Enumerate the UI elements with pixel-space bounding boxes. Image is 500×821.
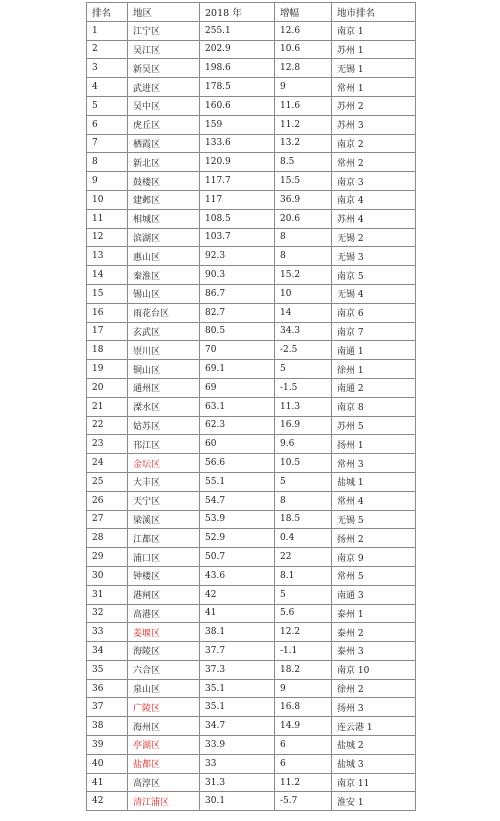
cell-value-2018: 69.1 xyxy=(200,360,275,379)
cell-rank: 35 xyxy=(87,660,128,679)
cell-value-2018: 34.7 xyxy=(200,717,275,736)
cell-growth: 22 xyxy=(275,548,332,567)
cell-rank: 17 xyxy=(87,322,128,341)
cell-growth: 8 xyxy=(275,228,332,247)
cell-growth: 9 xyxy=(275,679,332,698)
cell-city-rank: 泰州 3 xyxy=(332,642,416,661)
cell-growth: 10.5 xyxy=(275,454,332,473)
cell-growth: 8 xyxy=(275,491,332,510)
cell-value-2018: 53.9 xyxy=(200,510,275,529)
cell-district: 金坛区 xyxy=(128,454,200,473)
cell-rank: 18 xyxy=(87,341,128,360)
cell-district: 港闸区 xyxy=(128,585,200,604)
cell-rank: 10 xyxy=(87,190,128,209)
cell-value-2018: 37.7 xyxy=(200,642,275,661)
table-row xyxy=(87,40,416,59)
cell-city-rank: 徐州 1 xyxy=(332,360,416,379)
cell-rank: 23 xyxy=(87,435,128,454)
cell-district: 滨湖区 xyxy=(128,228,200,247)
table-row xyxy=(87,435,416,454)
cell-city-rank: 泰州 1 xyxy=(332,604,416,623)
cell-growth: -1.5 xyxy=(275,378,332,397)
cell-district: 铜山区 xyxy=(128,360,200,379)
table-row xyxy=(87,585,416,604)
cell-growth: 11.2 xyxy=(275,773,332,792)
cell-city-rank: 无锡 4 xyxy=(332,284,416,303)
cell-growth: 14.9 xyxy=(275,717,332,736)
cell-growth: 13.2 xyxy=(275,134,332,153)
cell-city-rank: 常州 4 xyxy=(332,491,416,510)
cell-value-2018: 120.9 xyxy=(200,153,275,172)
cell-district: 新北区 xyxy=(128,153,200,172)
cell-district: 姑苏区 xyxy=(128,416,200,435)
cell-growth: 10 xyxy=(275,284,332,303)
cell-value-2018: 117.7 xyxy=(200,172,275,191)
cell-value-2018: 43.6 xyxy=(200,566,275,585)
cell-growth: 15.2 xyxy=(275,266,332,285)
cell-growth: 0.4 xyxy=(275,529,332,548)
cell-growth: 18.2 xyxy=(275,660,332,679)
cell-rank: 16 xyxy=(87,303,128,322)
cell-growth: -1.1 xyxy=(275,642,332,661)
table-row xyxy=(87,59,416,78)
cell-district: 建邺区 xyxy=(128,190,200,209)
cell-growth: 12.8 xyxy=(275,59,332,78)
cell-value-2018: 103.7 xyxy=(200,228,275,247)
cell-city-rank: 盐城 1 xyxy=(332,472,416,491)
cell-city-rank: 无锡 5 xyxy=(332,510,416,529)
cell-district: 海州区 xyxy=(128,717,200,736)
cell-value-2018: 50.7 xyxy=(200,548,275,567)
cell-growth: 11.3 xyxy=(275,397,332,416)
cell-district: 梁溪区 xyxy=(128,510,200,529)
cell-value-2018: 69 xyxy=(200,378,275,397)
table-row xyxy=(87,284,416,303)
cell-value-2018: 86.7 xyxy=(200,284,275,303)
cell-rank: 29 xyxy=(87,548,128,567)
cell-growth: 20.6 xyxy=(275,209,332,228)
table-row xyxy=(87,378,416,397)
table-header-row xyxy=(87,3,416,22)
cell-rank: 30 xyxy=(87,566,128,585)
table-row xyxy=(87,679,416,698)
table-row xyxy=(87,266,416,285)
cell-growth: 16.9 xyxy=(275,416,332,435)
cell-rank: 39 xyxy=(87,736,128,755)
table-row xyxy=(87,303,416,322)
cell-growth: 34.3 xyxy=(275,322,332,341)
cell-value-2018: 160.6 xyxy=(200,96,275,115)
cell-value-2018: 80.5 xyxy=(200,322,275,341)
table-row xyxy=(87,322,416,341)
cell-rank: 41 xyxy=(87,773,128,792)
table-row xyxy=(87,416,416,435)
cell-growth: 5 xyxy=(275,472,332,491)
cell-rank: 36 xyxy=(87,679,128,698)
cell-rank: 1 xyxy=(87,21,128,40)
cell-city-rank: 南京 6 xyxy=(332,303,416,322)
ranking-table xyxy=(86,2,416,811)
cell-city-rank: 苏州 4 xyxy=(332,209,416,228)
table-row xyxy=(87,360,416,379)
cell-rank: 7 xyxy=(87,134,128,153)
cell-city-rank: 常州 5 xyxy=(332,566,416,585)
cell-city-rank: 盐城 2 xyxy=(332,736,416,755)
header-district: 地区 xyxy=(128,3,200,22)
cell-value-2018: 60 xyxy=(200,435,275,454)
table-row xyxy=(87,96,416,115)
cell-district: 海陵区 xyxy=(128,642,200,661)
cell-growth: -2.5 xyxy=(275,341,332,360)
cell-district: 浦口区 xyxy=(128,548,200,567)
cell-city-rank: 苏州 2 xyxy=(332,96,416,115)
cell-city-rank: 南京 2 xyxy=(332,134,416,153)
table-row xyxy=(87,21,416,40)
cell-district: 新吴区 xyxy=(128,59,200,78)
cell-rank: 11 xyxy=(87,209,128,228)
header-growth: 增幅 xyxy=(275,3,332,22)
cell-rank: 34 xyxy=(87,642,128,661)
cell-city-rank: 无锡 2 xyxy=(332,228,416,247)
cell-value-2018: 33 xyxy=(200,754,275,773)
cell-city-rank: 南京 9 xyxy=(332,548,416,567)
cell-value-2018: 55.1 xyxy=(200,472,275,491)
cell-rank: 31 xyxy=(87,585,128,604)
cell-value-2018: 31.3 xyxy=(200,773,275,792)
cell-city-rank: 南京 8 xyxy=(332,397,416,416)
cell-city-rank: 连云港 1 xyxy=(332,717,416,736)
table-row xyxy=(87,78,416,97)
cell-growth: 5 xyxy=(275,360,332,379)
table-row xyxy=(87,491,416,510)
table-row xyxy=(87,754,416,773)
cell-value-2018: 41 xyxy=(200,604,275,623)
table-row xyxy=(87,623,416,642)
cell-rank: 3 xyxy=(87,59,128,78)
cell-rank: 2 xyxy=(87,40,128,59)
cell-rank: 42 xyxy=(87,792,128,811)
cell-city-rank: 南京 5 xyxy=(332,266,416,285)
cell-district: 天宁区 xyxy=(128,491,200,510)
cell-district: 鼓楼区 xyxy=(128,172,200,191)
cell-value-2018: 108.5 xyxy=(200,209,275,228)
cell-district: 清江浦区 xyxy=(128,792,200,811)
cell-value-2018: 198.6 xyxy=(200,59,275,78)
cell-city-rank: 无锡 1 xyxy=(332,59,416,78)
cell-city-rank: 苏州 5 xyxy=(332,416,416,435)
cell-city-rank: 南通 3 xyxy=(332,585,416,604)
cell-value-2018: 117 xyxy=(200,190,275,209)
cell-value-2018: 133.6 xyxy=(200,134,275,153)
table-row xyxy=(87,190,416,209)
cell-district: 秦淮区 xyxy=(128,266,200,285)
cell-growth: 14 xyxy=(275,303,332,322)
cell-rank: 26 xyxy=(87,491,128,510)
cell-growth: 16.8 xyxy=(275,698,332,717)
cell-district: 武进区 xyxy=(128,78,200,97)
header-rank: 排名 xyxy=(87,3,128,22)
cell-city-rank: 徐州 2 xyxy=(332,679,416,698)
cell-rank: 37 xyxy=(87,698,128,717)
cell-value-2018: 159 xyxy=(200,115,275,134)
cell-district: 相城区 xyxy=(128,209,200,228)
cell-growth: 9.6 xyxy=(275,435,332,454)
table-row xyxy=(87,172,416,191)
cell-district: 雨花台区 xyxy=(128,303,200,322)
cell-value-2018: 37.3 xyxy=(200,660,275,679)
cell-district: 江都区 xyxy=(128,529,200,548)
table-row xyxy=(87,454,416,473)
cell-growth: 12.2 xyxy=(275,623,332,642)
table-row xyxy=(87,134,416,153)
cell-rank: 28 xyxy=(87,529,128,548)
cell-value-2018: 70 xyxy=(200,341,275,360)
cell-district: 惠山区 xyxy=(128,247,200,266)
table-row xyxy=(87,341,416,360)
cell-value-2018: 178.5 xyxy=(200,78,275,97)
cell-growth: 6 xyxy=(275,736,332,755)
cell-value-2018: 202.9 xyxy=(200,40,275,59)
cell-rank: 27 xyxy=(87,510,128,529)
cell-growth: 5.6 xyxy=(275,604,332,623)
cell-value-2018: 82.7 xyxy=(200,303,275,322)
cell-city-rank: 苏州 3 xyxy=(332,115,416,134)
cell-district: 盐都区 xyxy=(128,754,200,773)
table-row xyxy=(87,397,416,416)
cell-rank: 6 xyxy=(87,115,128,134)
cell-rank: 25 xyxy=(87,472,128,491)
cell-city-rank: 无锡 3 xyxy=(332,247,416,266)
cell-district: 崇川区 xyxy=(128,341,200,360)
cell-growth: 12.6 xyxy=(275,21,332,40)
cell-rank: 4 xyxy=(87,78,128,97)
cell-rank: 32 xyxy=(87,604,128,623)
table-body xyxy=(87,21,416,810)
cell-value-2018: 255.1 xyxy=(200,21,275,40)
cell-rank: 8 xyxy=(87,153,128,172)
cell-rank: 33 xyxy=(87,623,128,642)
cell-city-rank: 扬州 2 xyxy=(332,529,416,548)
cell-rank: 40 xyxy=(87,754,128,773)
table-row xyxy=(87,792,416,811)
cell-rank: 38 xyxy=(87,717,128,736)
cell-rank: 21 xyxy=(87,397,128,416)
cell-value-2018: 90.3 xyxy=(200,266,275,285)
cell-district: 高港区 xyxy=(128,604,200,623)
cell-city-rank: 盐城 3 xyxy=(332,754,416,773)
cell-rank: 20 xyxy=(87,378,128,397)
cell-rank: 9 xyxy=(87,172,128,191)
table-row xyxy=(87,660,416,679)
cell-value-2018: 63.1 xyxy=(200,397,275,416)
table-row xyxy=(87,115,416,134)
cell-district: 吴江区 xyxy=(128,40,200,59)
cell-city-rank: 扬州 1 xyxy=(332,435,416,454)
cell-city-rank: 苏州 1 xyxy=(332,40,416,59)
cell-city-rank: 泰州 2 xyxy=(332,623,416,642)
table-row xyxy=(87,548,416,567)
cell-rank: 12 xyxy=(87,228,128,247)
cell-district: 姜堰区 xyxy=(128,623,200,642)
cell-district: 亭湖区 xyxy=(128,736,200,755)
cell-district: 溧水区 xyxy=(128,397,200,416)
cell-district: 邗江区 xyxy=(128,435,200,454)
cell-rank: 14 xyxy=(87,266,128,285)
table-row xyxy=(87,736,416,755)
cell-district: 六合区 xyxy=(128,660,200,679)
cell-rank: 5 xyxy=(87,96,128,115)
cell-growth: 9 xyxy=(275,78,332,97)
cell-value-2018: 92.3 xyxy=(200,247,275,266)
table-row xyxy=(87,247,416,266)
cell-city-rank: 常州 1 xyxy=(332,78,416,97)
table-row xyxy=(87,604,416,623)
cell-city-rank: 南京 3 xyxy=(332,172,416,191)
table-row xyxy=(87,472,416,491)
table-row xyxy=(87,153,416,172)
table-row xyxy=(87,717,416,736)
cell-value-2018: 38.1 xyxy=(200,623,275,642)
table-row xyxy=(87,209,416,228)
cell-district: 大丰区 xyxy=(128,472,200,491)
cell-district: 虎丘区 xyxy=(128,115,200,134)
cell-rank: 22 xyxy=(87,416,128,435)
cell-growth: 10.6 xyxy=(275,40,332,59)
table-row xyxy=(87,566,416,585)
cell-district: 玄武区 xyxy=(128,322,200,341)
cell-value-2018: 35.1 xyxy=(200,698,275,717)
cell-city-rank: 常州 3 xyxy=(332,454,416,473)
cell-city-rank: 南京 4 xyxy=(332,190,416,209)
cell-rank: 15 xyxy=(87,284,128,303)
cell-growth: 11.6 xyxy=(275,96,332,115)
table-row xyxy=(87,529,416,548)
cell-city-rank: 扬州 3 xyxy=(332,698,416,717)
cell-value-2018: 54.7 xyxy=(200,491,275,510)
cell-value-2018: 52.9 xyxy=(200,529,275,548)
cell-value-2018: 33.9 xyxy=(200,736,275,755)
cell-city-rank: 常州 2 xyxy=(332,153,416,172)
cell-growth: 36.9 xyxy=(275,190,332,209)
cell-city-rank: 南京 10 xyxy=(332,660,416,679)
cell-growth: 15.5 xyxy=(275,172,332,191)
table-row xyxy=(87,698,416,717)
table-row xyxy=(87,228,416,247)
cell-growth: 11.2 xyxy=(275,115,332,134)
cell-district: 高淳区 xyxy=(128,773,200,792)
cell-growth: 6 xyxy=(275,754,332,773)
header-city-rank: 地市排名 xyxy=(332,3,416,22)
cell-city-rank: 南京 7 xyxy=(332,322,416,341)
cell-rank: 19 xyxy=(87,360,128,379)
cell-district: 钟楼区 xyxy=(128,566,200,585)
cell-value-2018: 30.1 xyxy=(200,792,275,811)
cell-growth: -5.7 xyxy=(275,792,332,811)
cell-rank: 13 xyxy=(87,247,128,266)
cell-value-2018: 62.3 xyxy=(200,416,275,435)
cell-growth: 5 xyxy=(275,585,332,604)
cell-district: 泉山区 xyxy=(128,679,200,698)
cell-city-rank: 淮安 1 xyxy=(332,792,416,811)
cell-growth: 8.5 xyxy=(275,153,332,172)
header-value-2018: 2018 年 xyxy=(200,3,275,22)
cell-district: 通州区 xyxy=(128,378,200,397)
cell-growth: 8.1 xyxy=(275,566,332,585)
cell-city-rank: 南京 1 xyxy=(332,21,416,40)
cell-city-rank: 南京 11 xyxy=(332,773,416,792)
cell-value-2018: 42 xyxy=(200,585,275,604)
cell-value-2018: 35.1 xyxy=(200,679,275,698)
cell-district: 锡山区 xyxy=(128,284,200,303)
table-row xyxy=(87,773,416,792)
cell-district: 吴中区 xyxy=(128,96,200,115)
cell-district: 江宁区 xyxy=(128,21,200,40)
cell-city-rank: 南通 2 xyxy=(332,378,416,397)
cell-district: 广陵区 xyxy=(128,698,200,717)
table-row xyxy=(87,642,416,661)
cell-growth: 8 xyxy=(275,247,332,266)
table-row xyxy=(87,510,416,529)
cell-value-2018: 56.6 xyxy=(200,454,275,473)
cell-rank: 24 xyxy=(87,454,128,473)
cell-growth: 18.5 xyxy=(275,510,332,529)
cell-district: 栖霞区 xyxy=(128,134,200,153)
cell-city-rank: 南通 1 xyxy=(332,341,416,360)
